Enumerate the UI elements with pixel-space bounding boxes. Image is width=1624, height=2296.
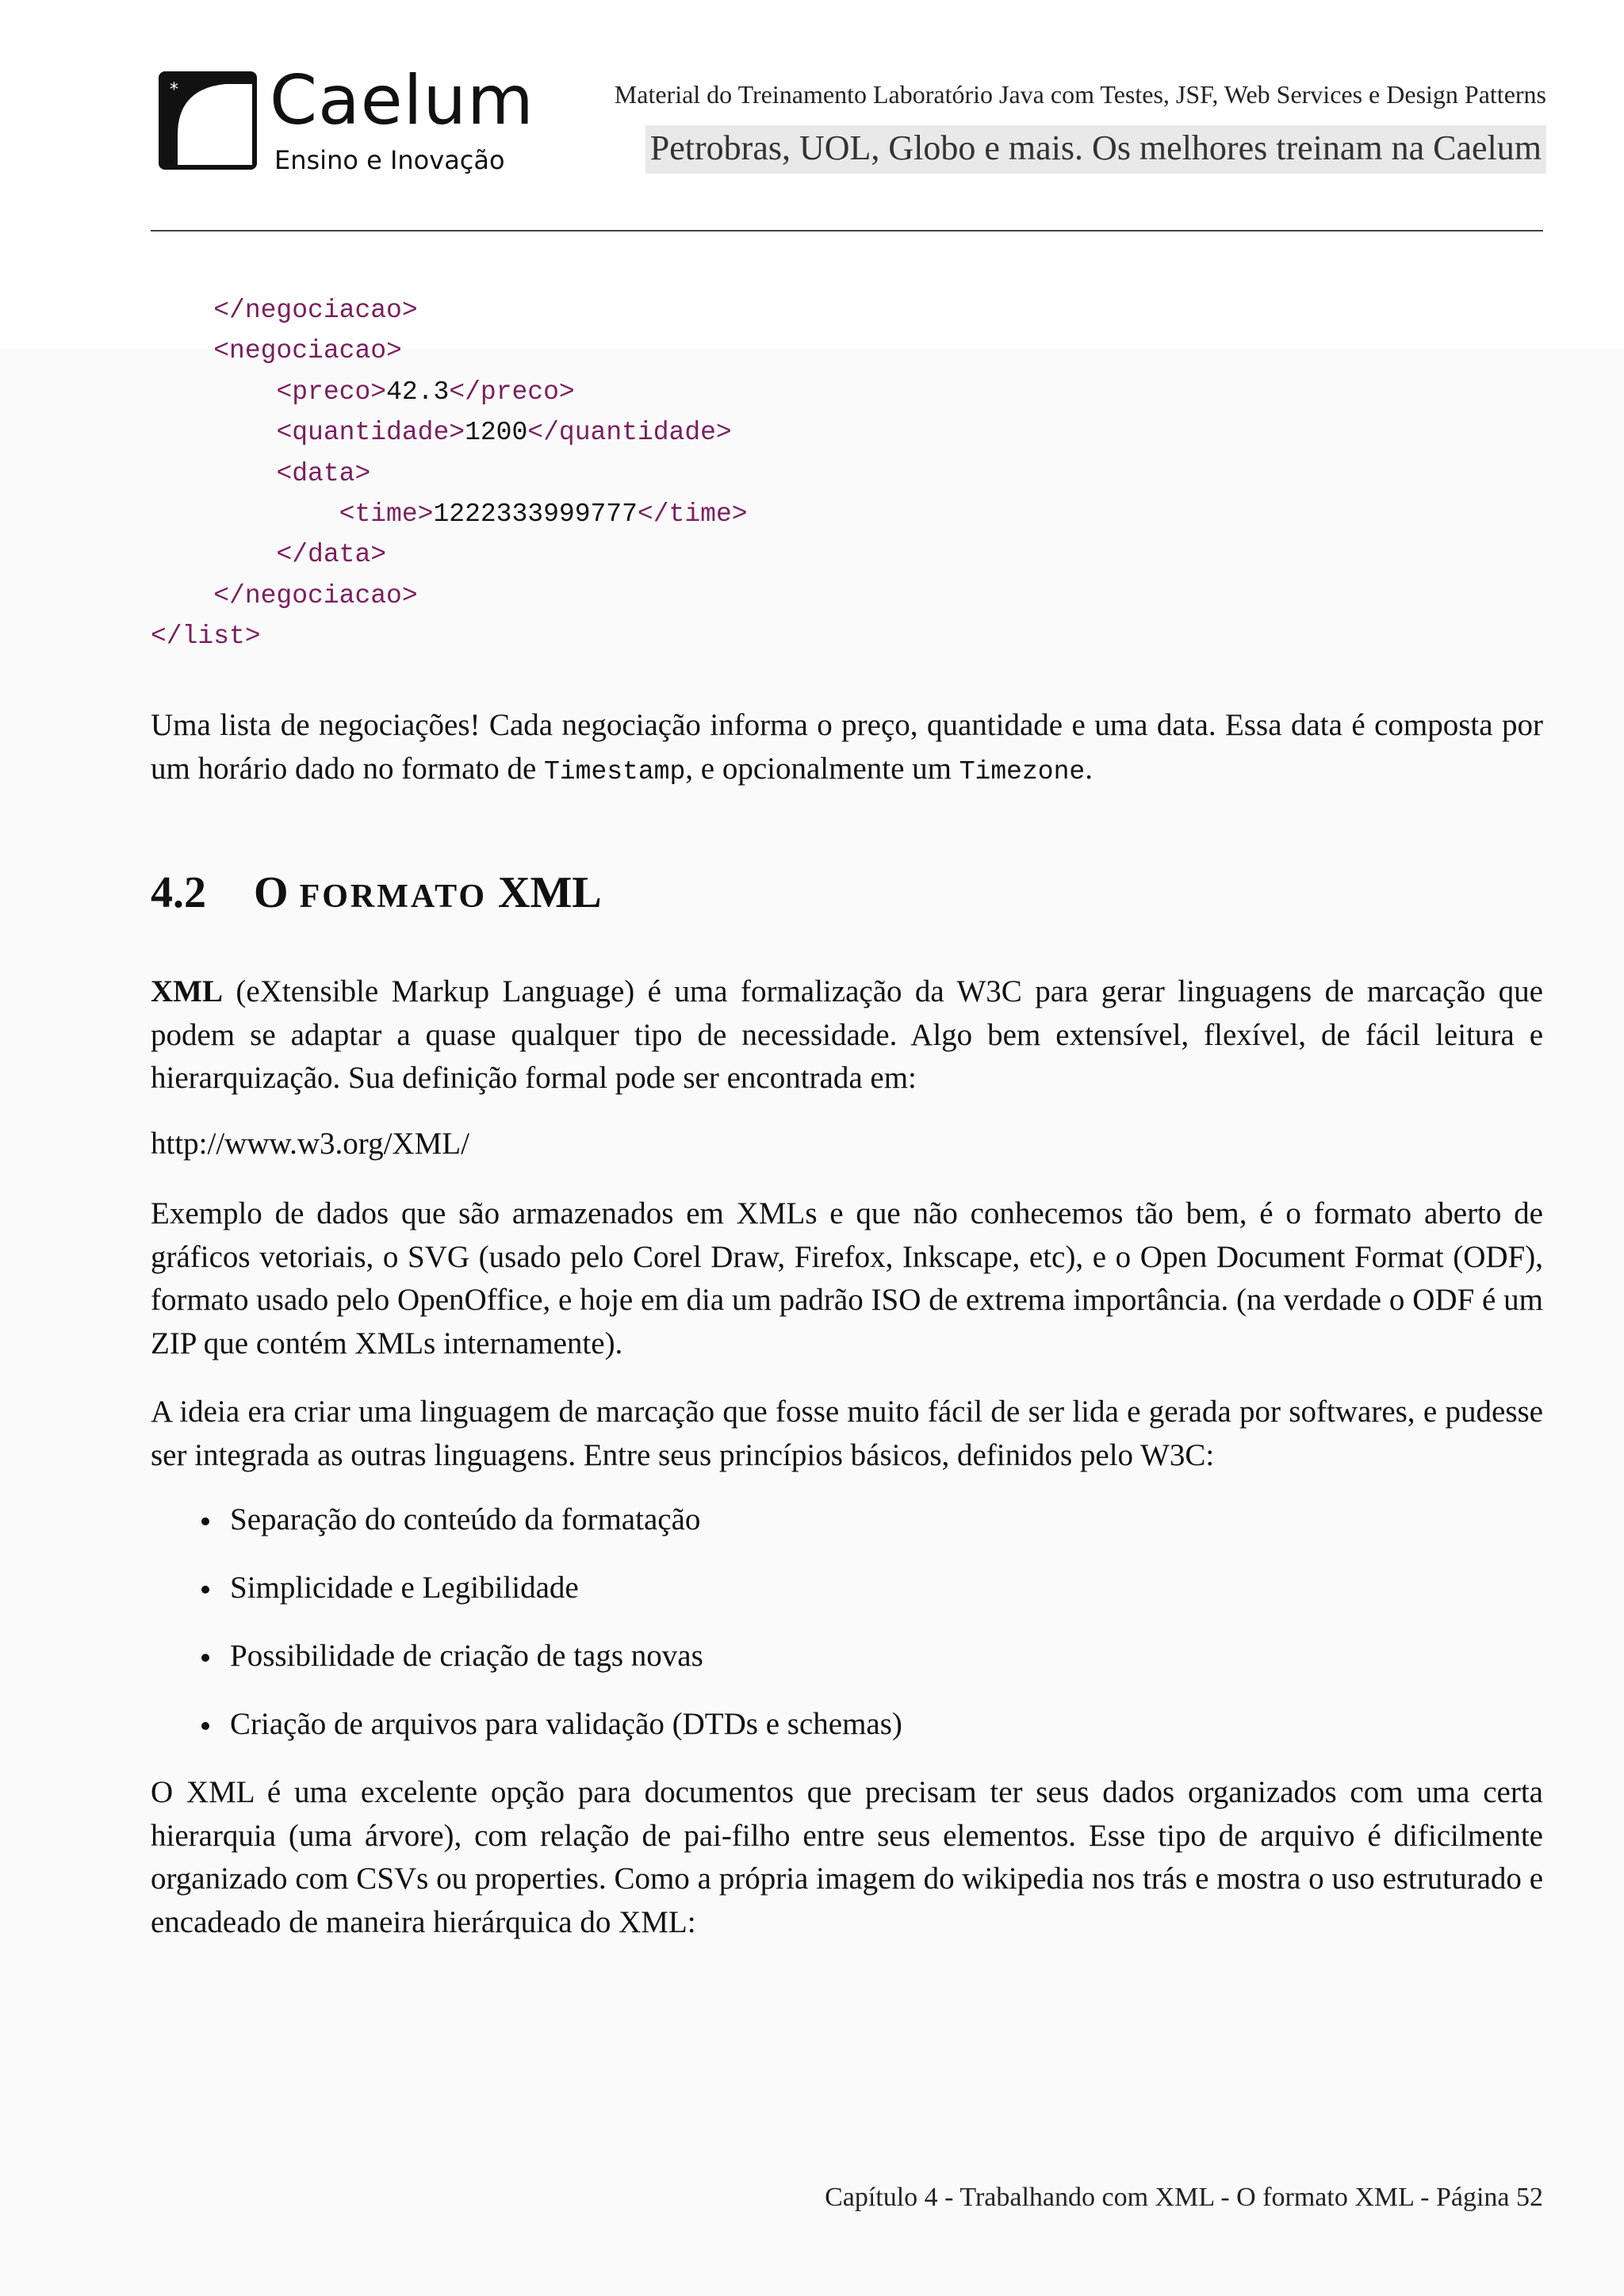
code-line	[151, 412, 748, 453]
intro-text-middle: , e opcionalmente um	[685, 751, 959, 786]
list-item: Simplicidade e Legibilidade	[198, 1567, 902, 1635]
code-line	[151, 372, 748, 412]
list-item: Separação do conteúdo da formatação	[198, 1498, 902, 1567]
timestamp-code: Timestamp	[544, 756, 686, 786]
intro-text: Uma lista de negociações! Cada negociação informa o preço, quantidade e uma data. Essa data é composta por um horário dado no formato de	[151, 708, 1543, 786]
conclusion-paragraph: O XML é uma excelente opção para documentos que precisam ter seus dados organizados com uma certa hierarquia (uma árvore), com relação de pai-filho entre seus elementos. Esse tipo de arquivo é dificilmente organizado com CSVs ou properties. Como a própria imagem do wikipedia nos trás e mostra o uso estruturado e encadeado de maneira hierárquica do XML:	[151, 1775, 1543, 1939]
page-header	[151, 63, 1546, 182]
xml-tag: </negociacao>	[213, 296, 418, 325]
logo-wordmark: Caelum	[270, 61, 534, 140]
xml-tag: <preco>	[276, 377, 387, 407]
header-banner: Petrobras, UOL, Globo e mais. Os melhores treinam na Caelum	[645, 125, 1546, 174]
section-title-o: O	[254, 868, 289, 917]
code-line	[151, 576, 748, 616]
list-item: Possibilidade de criação de tags novas	[198, 1635, 902, 1703]
code-line	[151, 494, 748, 534]
xml-value: 42.3	[386, 377, 450, 407]
code-line	[151, 534, 748, 575]
material-title: Material do Treinamento Laboratório Java com Testes, JSF, Web Services e Design Patterns	[614, 80, 1546, 109]
xml-tag: </quantidade>	[527, 418, 732, 448]
xml-value: 1200	[465, 418, 528, 448]
xml-tag: </preco>	[449, 377, 575, 407]
section-title-formato: FORMATO	[299, 878, 487, 915]
xml-tag: </list>	[151, 622, 261, 652]
code-line	[151, 616, 748, 656]
xml-value: 1222333999777	[433, 499, 638, 529]
xml-tag: <data>	[276, 458, 371, 488]
caelum-logo	[159, 61, 534, 175]
idea-paragraph: A ideia era criar uma linguagem de marcação que fosse muito fácil de ser lida e gerada por softwares, e pudesse ser integrada as outras linguagens. Entre seus princípios básicos, definidos pelo W3C:	[151, 1395, 1543, 1472]
xml-tag: <time>	[339, 499, 434, 529]
principles-list	[198, 1498, 902, 1771]
header-divider	[151, 230, 1543, 232]
xml-tag: </negociacao>	[213, 580, 418, 610]
section-heading	[151, 869, 602, 918]
code-line	[151, 290, 748, 331]
code-line	[151, 331, 748, 371]
code-line	[151, 453, 748, 494]
xml-tag: </data>	[276, 540, 387, 570]
xml-tag: <quantidade>	[276, 418, 465, 448]
xml-definition-paragraph	[151, 970, 1543, 1100]
xml-tag: </time>	[637, 499, 748, 529]
xml-code-block	[151, 290, 748, 657]
page-footer: Capítulo 4 - Trabalhando com XML - O formato XML - Página 52	[825, 2183, 1543, 2212]
xml-definition-text: (eXtensible Markup Language) é uma formalização da W3C para gerar linguagens de marcação que podem se adaptar a quase qualquer tipo de necessidade. Algo bem extensível, flexível, de fácil leitura e hierarquização. Sua definição formal pode ser encontrada em:	[151, 974, 1543, 1095]
svg-text:*: *	[170, 80, 178, 100]
w3c-url[interactable]: http://www.w3.org/XML/	[151, 1127, 469, 1161]
xml-bold-term: XML	[151, 974, 223, 1008]
timezone-code: Timezone	[959, 756, 1086, 786]
intro-paragraph	[151, 704, 1543, 794]
xml-tag: <negociacao>	[213, 336, 402, 366]
intro-text-end: .	[1085, 751, 1093, 786]
section-number: 4.2	[151, 868, 206, 917]
list-item: Criação de arquivos para validação (DTDs e schemas)	[198, 1703, 902, 1771]
examples-paragraph: Exemplo de dados que são armazenados em XMLs e que não conhecemos tão bem, é o formato aberto de gráficos vetoriais, o SVG (usado pelo Corel Draw, Firefox, Inkscape, etc), e o Open Document Format (ODF), formato usado pelo OpenOffice, e hoje em dia um padrão ISO de extrema importância. (na verdade o ODF é um ZIP que contém XMLs internamente).	[151, 1196, 1543, 1360]
caelum-logo-icon	[159, 71, 257, 170]
section-title-xml: XML	[498, 868, 602, 917]
logo-tagline: Ensino e Inovação	[274, 145, 505, 175]
